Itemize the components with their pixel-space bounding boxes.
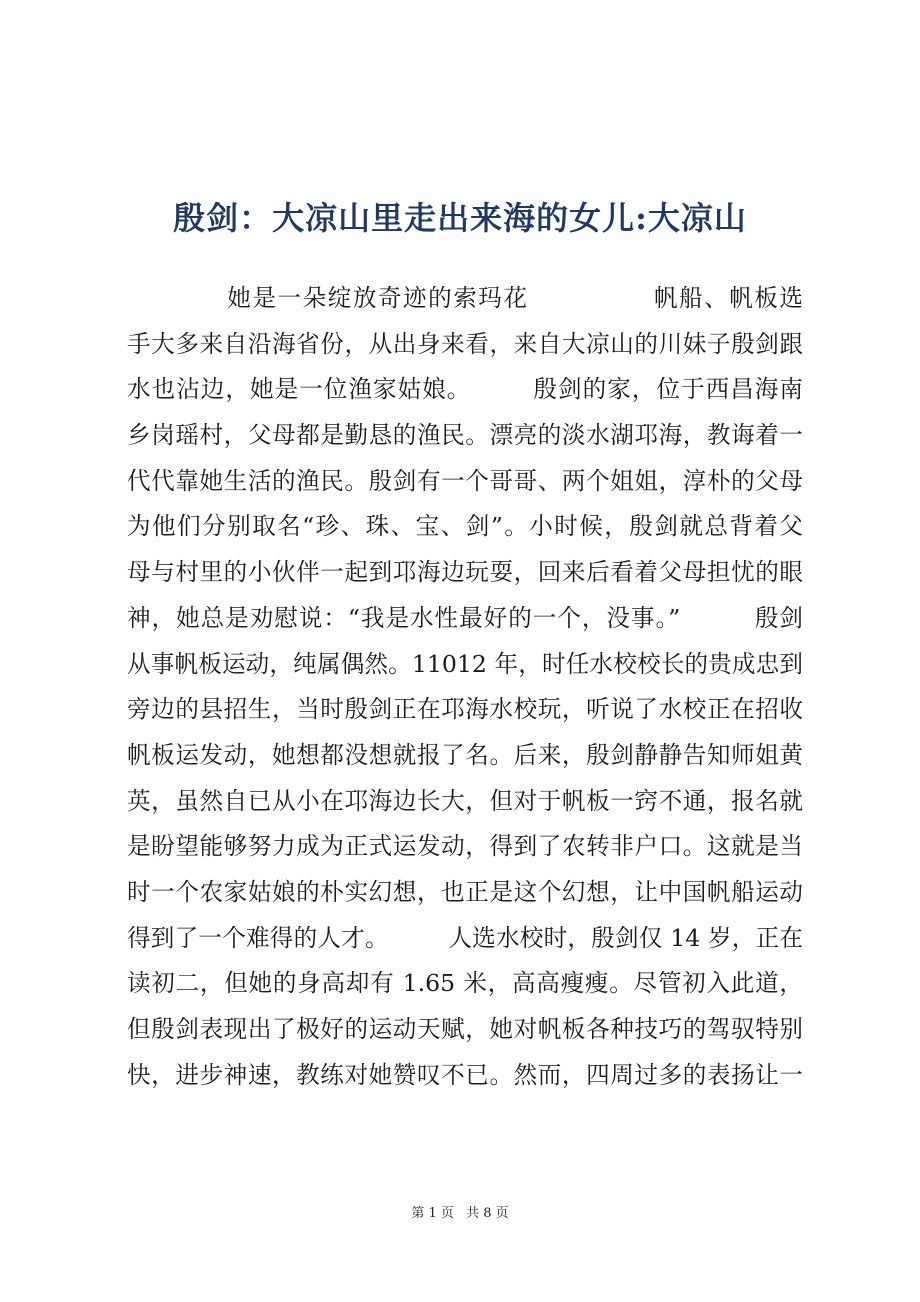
body-line: 英，虽然自已从小在邛海边长大，但对于帆板一窍不通，报名就 bbox=[127, 786, 803, 815]
document-title: 殷剑：大凉山里走出来海的女儿:大凉山 bbox=[173, 199, 747, 237]
body-line: 旁边的县招生，当时殷剑正在邛海水校玩，听说了水校正在招收 bbox=[127, 695, 803, 724]
document-body bbox=[127, 276, 803, 1098]
body-line: 从事帆板运动，纯属偶然。11012 年，时任水校校长的贵成忠到 bbox=[127, 649, 803, 678]
body-line: 时一个农家姑娘的朴实幻想，也正是这个幻想，让中国帆船运动 bbox=[127, 877, 803, 906]
body-line: 是盼望能够努力成为正式运发动，得到了农转非户口。这就是当 bbox=[127, 832, 803, 861]
body-line: 读初二，但她的身高却有 1.65 米，高高瘦瘦。尽管初入此道， bbox=[127, 969, 803, 998]
body-line: 手大多来自沿海省份，从出身来看，来自大凉山的川妹子殷剑跟 bbox=[127, 329, 803, 358]
page-footer bbox=[0, 1204, 920, 1224]
page-total: 共 8 页 bbox=[466, 1206, 509, 1221]
body-line: 她是一朵绽放奇迹的索玛花 帆船、帆板选 bbox=[127, 284, 803, 312]
body-line: 帆板运发动，她想都没想就报了名。后来，殷剑静静告知师姐黄 bbox=[127, 740, 803, 769]
body-line: 为他们分别取名“珍、珠、宝、剑”。小时候，殷剑就总背着父 bbox=[127, 512, 803, 541]
body-line: 得到了一个难得的人才。 人选水校时，殷剑仅 14 岁，正在 bbox=[127, 923, 803, 952]
page-number: 第 1 页 bbox=[411, 1206, 454, 1221]
body-line: 快，进步神速，教练对她赞叹不已。然而，四周过多的表扬让一 bbox=[127, 1060, 803, 1089]
body-line: 母与村里的小伙伴一起到邛海边玩耍，回来后看着父母担忧的眼 bbox=[127, 558, 803, 587]
body-line: 乡岗瑶村，父母都是勤恳的渔民。漂亮的淡水湖邛海，教诲着一 bbox=[127, 421, 803, 450]
body-line: 神，她总是劝慰说：“我是水性最好的一个，没事。” 殷剑 bbox=[127, 603, 803, 632]
body-line: 代代靠她生活的渔民。殷剑有一个哥哥、两个姐姐，淳朴的父母 bbox=[127, 466, 803, 495]
body-line: 但殷剑表现出了极好的运动天赋，她对帆板各种技巧的驾驭特别 bbox=[127, 1015, 803, 1043]
body-line: 水也沾边，她是一位渔家姑娘。 殷剑的家，位于西昌海南 bbox=[127, 375, 803, 404]
